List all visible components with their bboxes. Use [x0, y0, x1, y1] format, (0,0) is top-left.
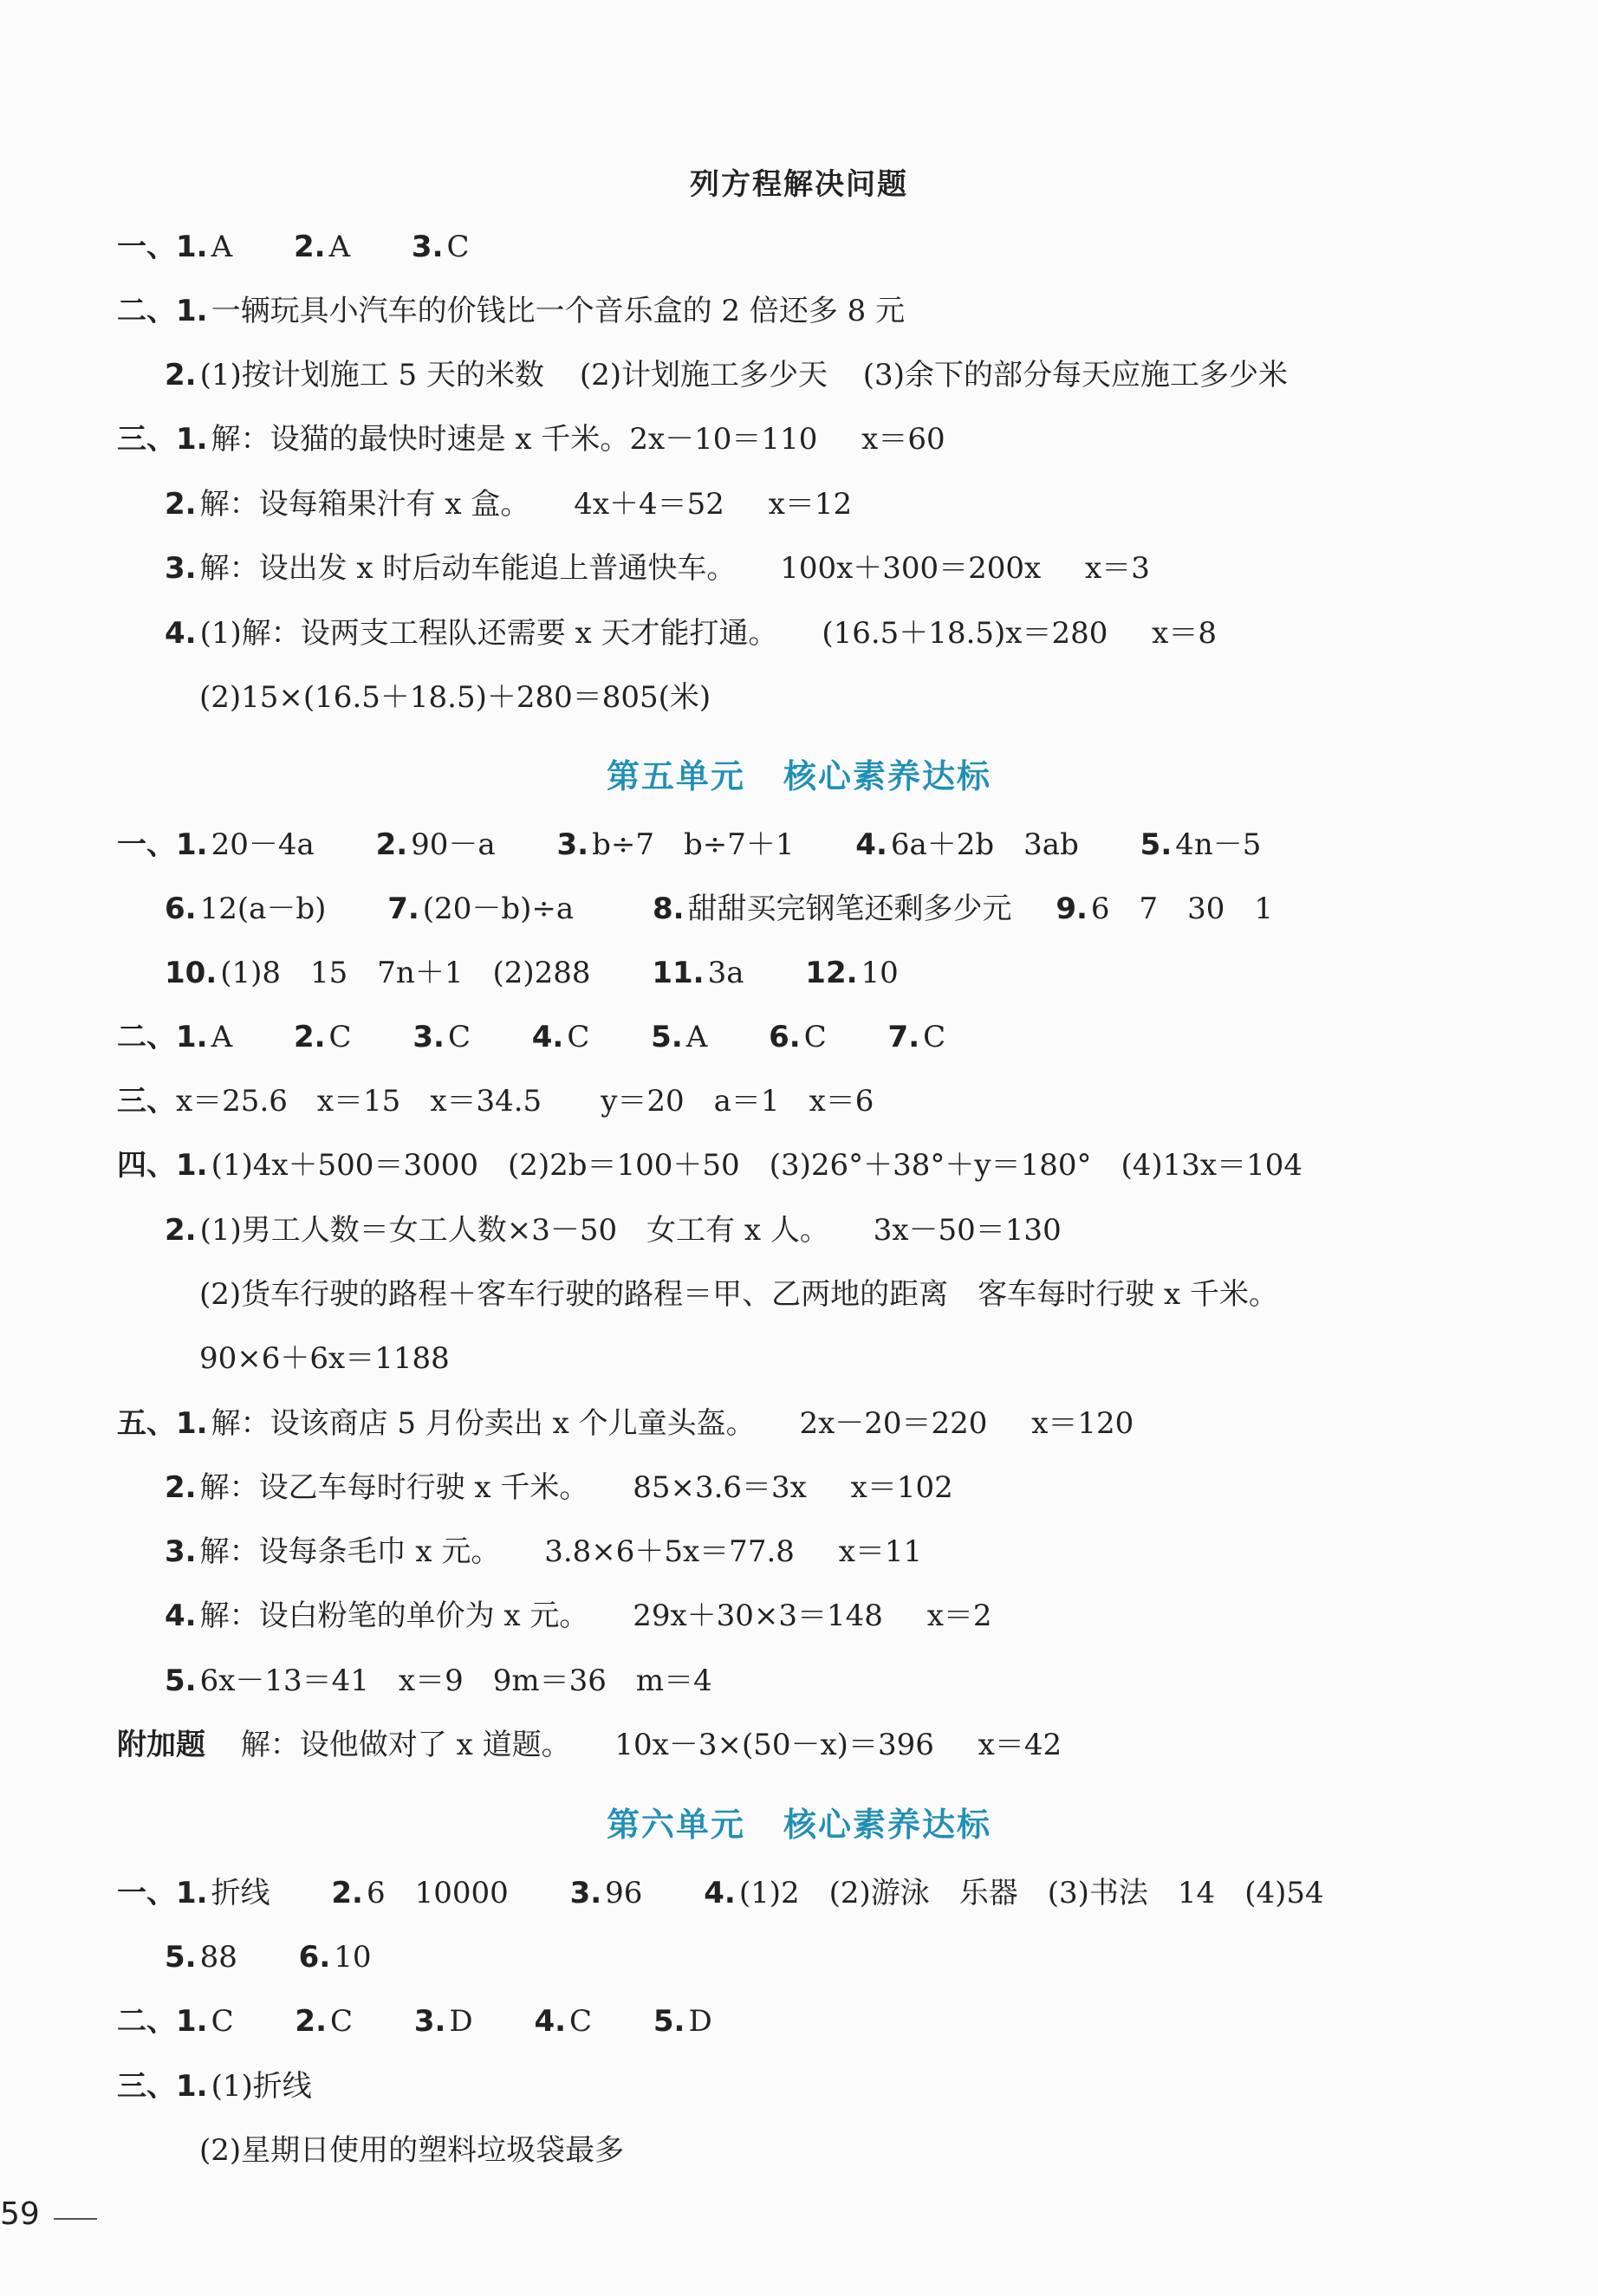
item-number: 1. — [176, 1876, 208, 1910]
section-label: 二、 — [117, 1020, 176, 1054]
answer-text: A — [685, 1020, 708, 1054]
answer-text: A — [328, 230, 351, 264]
answer-text: x＝11 — [838, 1534, 923, 1569]
answer-text: (1)按计划施工 5 天的米数 — [199, 358, 544, 392]
answer-text: 88 — [199, 1940, 237, 1975]
item-number: 2. — [293, 230, 326, 264]
item-number: 6. — [769, 1020, 801, 1054]
answer-text: 解：设白粉笔的单价为 x 元。 — [199, 1599, 589, 1633]
answer-text: (20－b)÷a — [422, 892, 575, 926]
answer-text: C — [446, 230, 470, 264]
answer-line — [117, 1082, 874, 1120]
answer-text: 6a＋2b 3ab — [890, 827, 1079, 862]
item-number: 3. — [569, 1876, 602, 1910]
item-number: 3. — [412, 1020, 445, 1054]
item-number: 4. — [165, 616, 197, 651]
answer-text: (1)4x＋500＝3000 (2)2b＝100＋50 (3)26°＋38°＋y＝180° (4)13x＝104 — [211, 1148, 1302, 1183]
section-label: 三、 — [117, 1084, 176, 1119]
item-number: 9. — [1056, 892, 1088, 926]
item-number: 1. — [176, 1148, 208, 1183]
answer-text: C — [567, 1020, 590, 1054]
answer-text: C — [328, 1020, 352, 1054]
answer-text: 20－4a — [211, 827, 315, 862]
answer-line — [117, 1726, 1062, 1764]
item-number: 3. — [556, 827, 589, 862]
item-number: 2. — [331, 1876, 363, 1910]
item-number: 5. — [1140, 827, 1173, 862]
answer-text: 10 — [334, 1940, 372, 1975]
answer-text: 85×3.6＝3x — [633, 1470, 807, 1505]
answer-text: (3)余下的部分每天应施工多少米 — [862, 358, 1288, 392]
item-number: 1. — [176, 827, 208, 862]
answer-line — [117, 2067, 312, 2105]
item-number: 1. — [176, 294, 208, 328]
answer-text: 3.8×6＋5x＝77.8 — [544, 1534, 795, 1569]
unit-subtitle: 核心素养达标 — [783, 1806, 992, 1844]
answer-text: C — [569, 2004, 593, 2039]
answer-text: 折线 — [211, 1876, 270, 1910]
answer-line — [199, 2131, 624, 2170]
page-title: 列方程解决问题 — [690, 167, 908, 202]
bonus-label: 附加题 — [117, 1728, 205, 1762]
item-number: 2. — [165, 1213, 197, 1248]
section-label: 三、 — [117, 422, 176, 457]
item-number: 5. — [165, 1664, 197, 1698]
answer-text: (1)解：设两支工程队还需要 x 天才能打通。 — [199, 616, 778, 651]
answer-text: 3a — [707, 956, 744, 990]
answer-text: 6x－13＝41 x＝9 9m＝36 m＝4 — [199, 1664, 712, 1698]
answer-text: 解：设该商店 5 月份卖出 x 个儿童头盔。 — [211, 1406, 756, 1441]
answer-text: 12(a－b) — [199, 892, 327, 926]
answer-text: D — [688, 2004, 712, 2039]
item-number: 3. — [411, 230, 444, 264]
answer-line — [199, 1339, 450, 1378]
answer-text: (1)折线 — [211, 2069, 312, 2104]
item-number: 2. — [295, 2004, 327, 2039]
answer-text: D — [449, 2004, 473, 2039]
answer-line — [117, 1874, 1324, 1912]
answer-line — [117, 2002, 712, 2040]
answer-text: (2)货车行驶的路程＋客车行驶的路程＝甲、乙两地的距离 客车每时行驶 x 千米。 — [199, 1277, 1278, 1312]
answer-text: C — [211, 2004, 234, 2039]
item-number: 1. — [176, 422, 208, 457]
answer-text: (16.5＋18.5)x＝280 — [822, 616, 1108, 651]
answer-text: x＝120 — [1031, 1406, 1134, 1441]
answer-text: x＝25.6 x＝15 x＝34.5 y＝20 a＝1 x＝6 — [176, 1084, 874, 1119]
answer-line — [117, 1404, 1134, 1443]
answer-text: (2)计划施工多少天 — [579, 358, 828, 392]
answer-line — [117, 420, 945, 458]
item-number: 2. — [165, 1470, 197, 1505]
item-number: 3. — [165, 551, 197, 586]
item-number: 10. — [165, 956, 218, 990]
section-label: 二、 — [117, 294, 176, 328]
answer-line — [117, 292, 905, 330]
answer-text: 96 — [605, 1876, 643, 1910]
answer-text: A — [211, 1020, 233, 1054]
item-number: 11. — [652, 956, 705, 990]
answer-text: (2)15×(16.5＋18.5)＋280＝805(米) — [199, 680, 711, 715]
answer-text: 4x＋4＝52 — [574, 487, 724, 522]
answer-text: 解：设乙车每时行驶 x 千米。 — [199, 1470, 589, 1505]
answer-text: A — [211, 230, 233, 264]
answer-text: x＝2 — [926, 1599, 992, 1633]
answer-text: 4n－5 — [1175, 827, 1262, 862]
item-number: 1. — [176, 2069, 208, 2104]
answer-text: 10x－3×(50－x)＝396 — [614, 1728, 934, 1762]
answer-text: x＝3 — [1085, 551, 1150, 586]
item-number: 2. — [165, 358, 197, 392]
answer-line — [165, 1533, 922, 1571]
section-label: 一、 — [117, 827, 176, 862]
answer-text: C — [803, 1020, 827, 1054]
item-number: 1. — [176, 1406, 208, 1441]
answer-text: b÷7 b÷7＋1 — [592, 827, 795, 862]
answer-line — [165, 485, 852, 523]
section-label: 三、 — [117, 2069, 176, 2104]
answer-line — [117, 826, 1261, 864]
answer-line — [165, 1938, 372, 1976]
answer-text: 29x＋30×3＝148 — [633, 1599, 883, 1633]
item-number: 5. — [651, 1020, 683, 1054]
answer-text: 解：设他做对了 x 道题。 — [240, 1728, 571, 1762]
item-number: 2. — [293, 1020, 326, 1054]
answer-text: 6 7 30 1 — [1090, 892, 1274, 926]
item-number: 4. — [531, 1020, 564, 1054]
answer-text: C — [923, 1020, 946, 1054]
answer-line — [165, 549, 1150, 587]
unit-name: 第五单元 — [606, 757, 745, 795]
section-label: 一、 — [117, 1876, 176, 1910]
answer-line — [165, 890, 1273, 928]
answer-text: 一辆玩具小汽车的价钱比一个音乐盒的 2 倍还多 8 元 — [211, 294, 906, 328]
answer-line — [199, 1275, 1278, 1313]
answer-text: (1)男工人数＝女工人数×3－50 女工有 x 人。 — [199, 1213, 829, 1248]
item-number: 4. — [165, 1599, 197, 1633]
answer-text: C — [447, 1020, 471, 1054]
answer-text: 解：设出发 x 时后动车能追上普通快车。 — [199, 551, 737, 586]
answer-line — [165, 1469, 953, 1507]
answer-text: 解：设每箱果汁有 x 盒。 — [199, 487, 530, 522]
answer-text: 90－a — [411, 827, 496, 862]
unit-name: 第六单元 — [606, 1806, 745, 1844]
item-number: 7. — [387, 892, 419, 926]
item-number: 1. — [176, 230, 208, 264]
section-label: 二、 — [117, 2004, 176, 2039]
section-label: 四、 — [117, 1148, 176, 1183]
item-number: 5. — [653, 2004, 685, 2039]
item-number: 2. — [165, 487, 197, 522]
answer-text: x＝60 — [861, 422, 945, 457]
answer-text: (2)星期日使用的塑料垃圾袋最多 — [199, 2133, 625, 2168]
section-heading-unit6 — [0, 1798, 1598, 1845]
answer-line — [199, 678, 711, 717]
page-number: 59 — [0, 2196, 40, 2232]
answer-text: 解：设每条毛巾 x 元。 — [199, 1534, 501, 1569]
item-number: 8. — [652, 892, 685, 926]
answer-text: x＝42 — [978, 1728, 1062, 1762]
unit-subtitle: 核心素养达标 — [783, 757, 992, 795]
item-number: 4. — [704, 1876, 736, 1910]
answer-line — [165, 614, 1217, 652]
answer-text: 90×6＋6x＝1188 — [199, 1341, 450, 1376]
answer-text: x＝102 — [850, 1470, 953, 1505]
item-number: 1. — [176, 1020, 208, 1054]
answer-text: C — [329, 2004, 353, 2039]
item-number: 7. — [887, 1020, 920, 1054]
item-number: 6. — [298, 1940, 331, 1975]
answer-line — [117, 1018, 945, 1056]
item-number: 3. — [165, 1534, 197, 1569]
answer-text: 6 10000 — [366, 1876, 509, 1910]
answer-text: 2x－20＝220 — [799, 1406, 988, 1441]
answer-text: (1)8 15 7n＋1 (2)288 — [220, 956, 591, 990]
answer-text: (1)2 (2)游泳 乐器 (3)书法 14 (4)54 — [738, 1876, 1324, 1910]
answer-line — [165, 954, 899, 992]
section-heading-unit5 — [0, 749, 1598, 797]
item-number: 5. — [165, 1940, 197, 1975]
item-number: 4. — [534, 2004, 567, 2039]
item-number: 4. — [855, 827, 887, 862]
item-number: 2. — [375, 827, 408, 862]
answer-line — [165, 356, 1288, 394]
item-number: 3. — [413, 2004, 446, 2039]
answer-text: 100x＋300＝200x — [780, 551, 1042, 586]
section-label: 一、 — [117, 230, 176, 264]
answer-text: 3x－50＝130 — [873, 1213, 1062, 1248]
answer-text: 甜甜买完钢笔还剩多少元 — [687, 892, 1012, 926]
item-number: 1. — [176, 2004, 208, 2039]
answer-text: x＝12 — [768, 487, 853, 522]
answer-line — [165, 1597, 992, 1635]
item-number: 12. — [805, 956, 858, 990]
answer-line — [117, 1146, 1302, 1184]
answer-text: 解：设猫的最快时速是 x 千米。2x－10＝110 — [211, 422, 818, 457]
answer-line — [165, 1211, 1062, 1249]
item-number: 6. — [165, 892, 197, 926]
page-number-rule — [54, 2218, 97, 2220]
answer-text: x＝8 — [1152, 616, 1217, 651]
section-label: 五、 — [117, 1406, 176, 1441]
answer-line — [117, 228, 470, 266]
answer-line — [165, 1662, 712, 1700]
answer-text: 10 — [861, 956, 899, 990]
